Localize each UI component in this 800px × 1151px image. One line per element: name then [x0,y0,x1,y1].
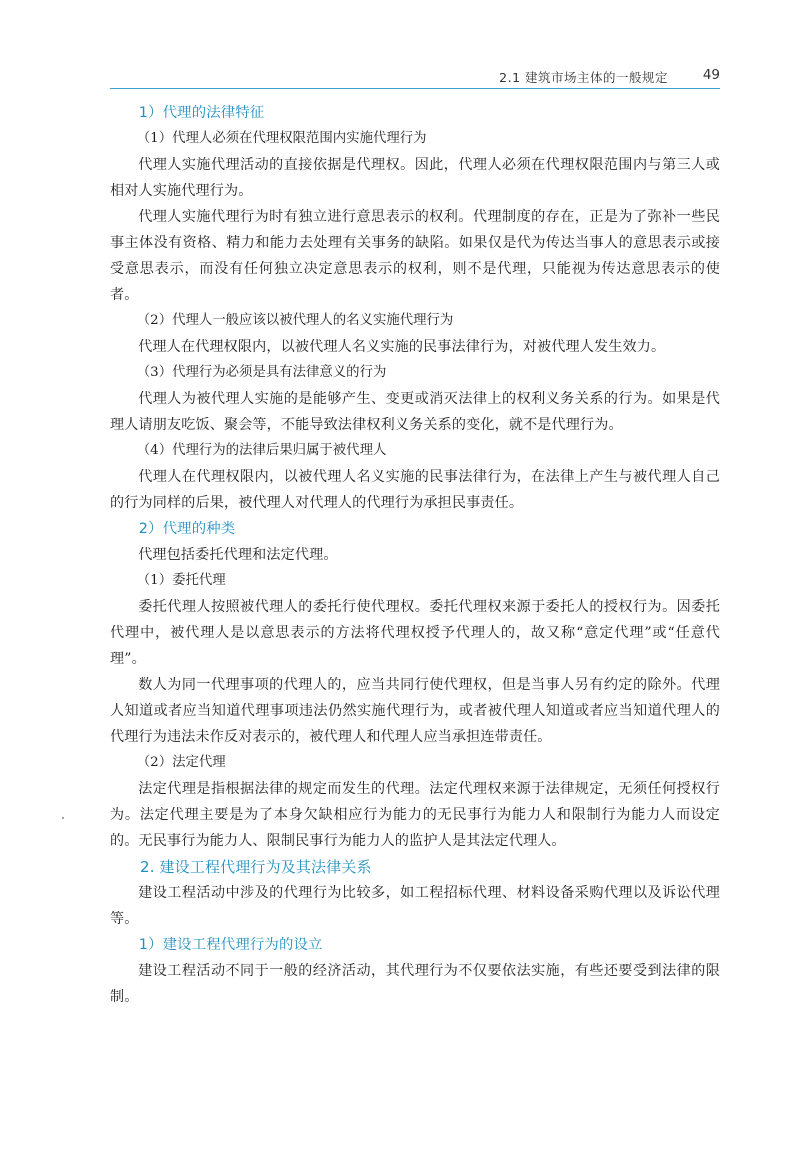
body-paragraph: 代理人为被代理人实施的是能够产生、变更或消灭法律上的权利义务关系的行为。如果是代理人请朋友吃饭、聚会等，不能导致法律权利义务关系的变化，就不是代理行为。 [110,391,720,433]
body-paragraph: 建设工程活动不同于一般的经济活动，其代理行为不仅要依法实施，有些还要受到法律的限制。 [110,963,720,1005]
page-number: 49 [702,67,720,83]
subsection-heading: 1）代理的法律特征 [138,105,265,121]
section-heading: 2. 建设工程代理行为及其法律关系 [140,858,372,876]
body-paragraph: 代理人在代理权限内，以被代理人名义实施的民事法律行为，对被代理人发生效力。 [138,339,666,355]
body-paragraph: 代理人实施代理行为时有独立进行意思表示的权利。代理制度的存在，正是为了弥补一些民事主体没有资格、精力和能力去处理有关事务的缺陷。如果仅是代为传达当事人的意思表示或接受意思表示，而没有任何独立决定意思表示的权利，则不是代理，只能视为传达意思表示的使者。 [110,209,720,303]
numbered-item-heading: （2）法定代理 [136,755,226,770]
numbered-item-heading: （1）委托代理 [136,573,226,588]
page-body [110,100,720,1010]
numbered-item-heading: （2）代理人一般应该以被代理人的名义实施代理行为 [136,313,454,328]
subsection-heading: 1）建设工程代理行为的设立 [138,937,323,953]
numbered-item-heading: （4）代理行为的法律后果归属于被代理人 [136,443,387,458]
subsection-heading: 2）代理的种类 [138,521,236,537]
body-paragraph: 法定代理是指根据法律的规定而发生的代理。法定代理权来源于法律规定，无须任何授权行为。法定代理主要是为了本身欠缺相应行为能力的无民事行为能力人和限制行为能力人而设定的。无民事行为能力人、限制民事行为能力人的监护人是其法定代理人。 [110,781,720,849]
header-section-title: 2.1 建筑市场主体的一般规定 [499,70,668,85]
body-paragraph: 代理人实施代理活动的直接依据是代理权。因此，代理人必须在代理权限范围内与第三人或相对人实施代理行为。 [110,157,720,199]
numbered-item-heading: （1）代理人必须在代理权限范围内实施代理行为 [136,131,427,146]
body-paragraph: 委托代理人按照被代理人的委托行使代理权。委托代理权来源于委托人的授权行为。因委托代理中，被代理人是以意思表示的方法将代理权授予代理人的，故又称“意定代理”或“任意代理”。 [110,599,720,667]
numbered-item-heading: （3）代理行为必须是具有法律意义的行为 [136,365,387,380]
margin-mark [62,817,64,819]
body-paragraph: 代理包括委托代理和法定代理。 [138,547,338,563]
running-header [110,62,720,89]
body-paragraph: 数人为同一代理事项的代理人的，应当共同行使代理权，但是当事人另有约定的除外。代理人知道或者应当知道代理事项违法仍然实施代理行为，或者被代理人知道或者应当知道代理人的代理行为违法未作反对表示的，被代理人和代理人应当承担连带责任。 [110,677,720,745]
body-paragraph: 建设工程活动中涉及的代理行为比较多，如工程招标代理、材料设备采购代理以及诉讼代理等。 [110,885,720,927]
body-paragraph: 代理人在代理权限内，以被代理人名义实施的民事法律行为，在法律上产生与被代理人自己的行为同样的后果，被代理人对代理人的代理行为承担民事责任。 [110,469,720,511]
